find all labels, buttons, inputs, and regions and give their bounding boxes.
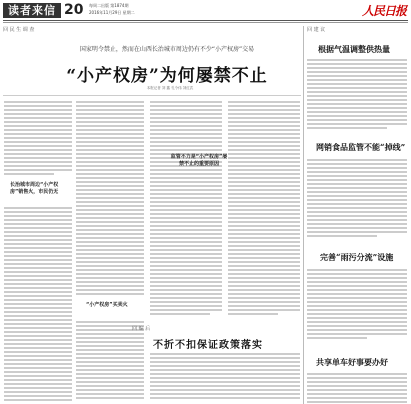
headline-divider (3, 95, 301, 96)
text-block (4, 206, 72, 404)
subhead-2: “小产权房”买卖火 (86, 302, 128, 308)
right-headline-4: 共享单车好事要办好 (316, 357, 388, 367)
text-block (76, 100, 144, 298)
editorial-headline: 不折不扣保证政策落实 (153, 340, 263, 351)
text-block (307, 158, 407, 244)
text-block (150, 352, 300, 404)
text-block (307, 58, 407, 134)
body-column-3 (150, 100, 222, 318)
column-divider (303, 26, 304, 404)
section-title: 读者来信 (8, 4, 56, 17)
text-block (307, 372, 407, 404)
text-block (76, 320, 144, 404)
right-body-3 (307, 268, 407, 348)
right-headline-2: 网销食品监管不能“掉线” (316, 142, 406, 152)
text-block (4, 100, 72, 178)
right-section-label: 回 建 议 (307, 27, 326, 33)
page-number: 20 (64, 2, 84, 18)
right-body-4 (307, 372, 407, 404)
body-column-2 (76, 100, 144, 298)
right-headline-1: 根据气温调整供热量 (318, 44, 390, 54)
right-body-2 (307, 158, 407, 244)
body-column-2b (76, 320, 144, 404)
right-body-1 (307, 58, 407, 134)
subhead-1: 长治城市周边“小产权房”销售火，市民仍无 (10, 182, 59, 195)
issue-info: 每周二出版 第1874期 (89, 3, 129, 8)
article-deck: 国家明令禁止，然而在山西长治城市周边仍有不少“小产权房”交易 (79, 46, 255, 53)
masthead-rule-thin (3, 22, 408, 23)
body-column-1b (4, 206, 72, 404)
issue-date: 2016年11月29日 星期二 (89, 10, 135, 15)
right-headline-3: 完善“雨污分流”设施 (320, 252, 394, 262)
body-column-1 (4, 100, 72, 178)
text-block (307, 268, 407, 348)
masthead-rule (3, 20, 408, 21)
section-badge (3, 3, 61, 18)
masthead (0, 0, 411, 22)
text-block (150, 100, 222, 318)
body-column-4 (228, 100, 300, 318)
article-headline: “小产权房”为何屡禁不止 (66, 66, 268, 86)
editorial-label: 回 编 后 (132, 326, 151, 332)
subhead-3: 监管不力是“小产权房”屡禁不止的重要原因 (170, 154, 228, 167)
section-label: 回 民 生 调 查 (3, 27, 35, 33)
newspaper-logo: 人民日报 (362, 4, 407, 18)
editorial-body (150, 352, 300, 404)
article-byline: 本报记者 刘 鑫 孔令伟 刘红武 (146, 86, 194, 90)
text-block (228, 100, 300, 318)
